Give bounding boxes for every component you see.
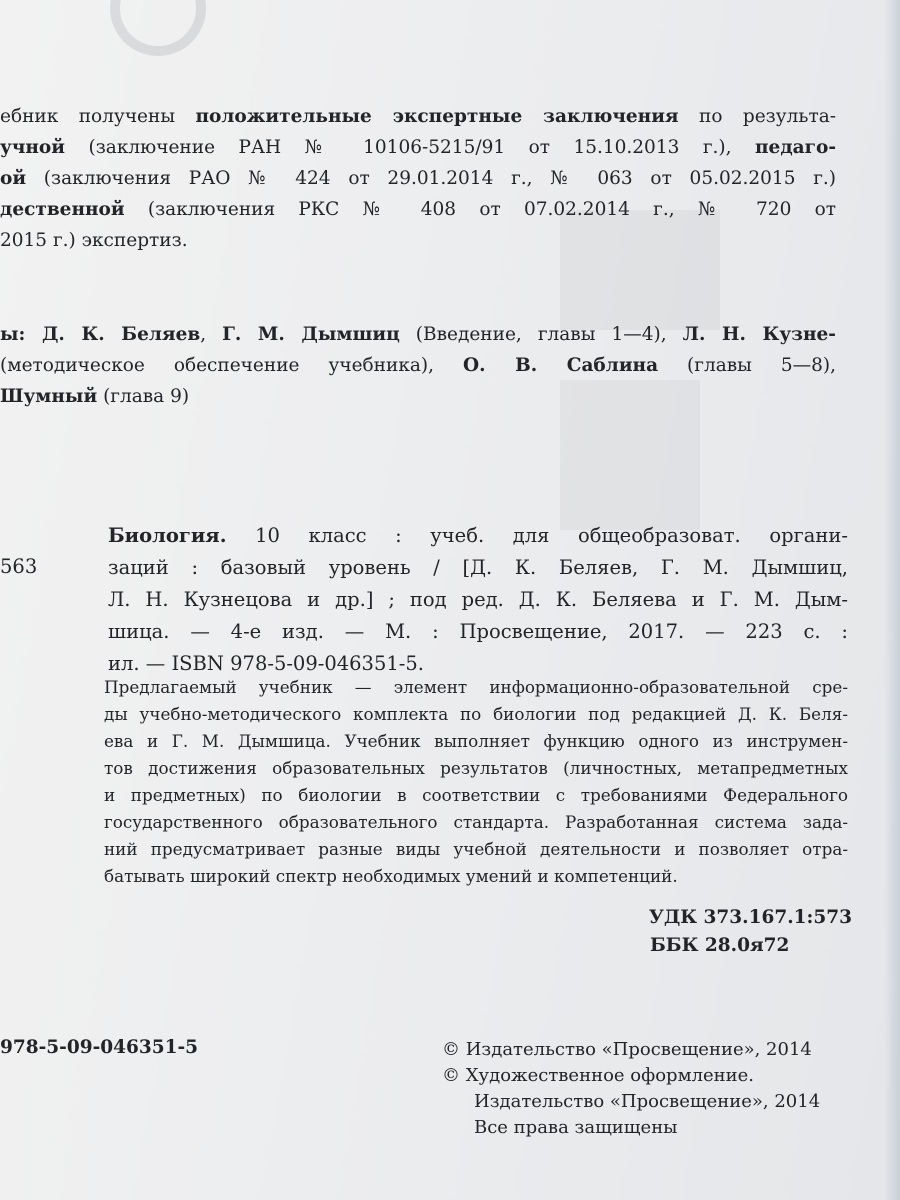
text-bold: дественной [0, 199, 125, 220]
text: (заключения РАО № 424 от 29.01.2014 г., № 063 от 05.02.2015 г.) [26, 168, 836, 189]
annotation-line: и предметных) по биологии в соответствии с требованиями Федерального [104, 785, 848, 805]
bbk-code: ББК 28.0я72 [650, 935, 790, 956]
text: 2015 г.) экспертиз. [0, 230, 188, 251]
text-bold: учной [0, 137, 65, 158]
catalog-code: 563 [0, 555, 38, 578]
text: ебник получены [0, 106, 196, 127]
book-title: Биология. [108, 524, 227, 547]
author-name: Г. М. Дымшиц [222, 324, 400, 345]
isbn-number: 978-5-09-046351-5 [0, 1037, 199, 1058]
expert-line [0, 166, 836, 192]
annotation-line: ды учебно-методического комплекта по биологии под редакцией Д. К. Беля- [104, 704, 848, 724]
author-name: Шумный [0, 386, 98, 407]
text: (заключение РАН № 10106-5215/91 от 15.10.2013 г.), [65, 137, 756, 158]
copyright-line: Издательство «Просвещение», 2014 [474, 1091, 821, 1112]
text-bold: ой [0, 168, 27, 189]
expert-line [0, 104, 836, 130]
text-bold: положительные экспертные заключения [195, 106, 679, 127]
authors-line [0, 384, 189, 410]
copyright-line: Все права защищены [474, 1117, 678, 1138]
annotation-line: тов достижения образовательных результатов (личностных, метапредметных [104, 758, 848, 778]
text: (глава 9) [97, 386, 190, 407]
bleed-through-shadow [560, 210, 720, 330]
annotation-line: государственного образовательного стандарта. Разработанная система зада- [104, 812, 848, 832]
copyright-line: © Художественное оформление. [442, 1065, 755, 1086]
bib-line: шица. — 4-е изд. — М. : Просвещение, 2017. — 223 с. : [108, 620, 848, 643]
text: 10 класс : учеб. для общеобразоват. органи- [226, 524, 848, 547]
text-bold: педаго- [755, 137, 836, 158]
annotation-line: ева и Г. М. Дымшица. Учебник выполняет функцию одного из инструмен- [104, 731, 848, 751]
expert-line [0, 135, 836, 161]
text: (главы 5—8), [658, 355, 837, 376]
text: , [200, 324, 223, 345]
bib-line: ил. — ISBN 978-5-09-046351-5. [108, 652, 424, 675]
fgos-logo-watermark [0, 0, 220, 80]
text: по результа- [678, 106, 836, 127]
authors-line [0, 322, 836, 348]
bib-line: Л. Н. Кузнецова и др.] ; под ред. Д. К. Беляева и Г. М. Дым- [108, 588, 848, 611]
author-name: Д. К. Беляев [41, 324, 201, 345]
copyright-line: © Издательство «Просвещение», 2014 [442, 1039, 812, 1060]
text: (Введение, главы 1—4), [399, 324, 683, 345]
author-name: О. В. Саблина [463, 355, 659, 376]
bleed-through-shadow [560, 380, 700, 530]
annotation-line: ний предусматривает разные виды учебной деятельности и позволяет отра- [104, 839, 848, 859]
expert-line [0, 197, 836, 223]
annotation-line: батывать широкий спектр необходимых умений и компетенций. [104, 866, 678, 886]
expert-line [0, 228, 188, 254]
text-bold: ы: [0, 324, 42, 345]
annotation-line: Предлагаемый учебник — элемент информационно-образовательной сре- [104, 677, 848, 697]
authors-line [0, 353, 836, 379]
text: (методическое обеспечение учебника), [0, 355, 463, 376]
text: (заключения РКС № 408 от 07.02.2014 г., № 720 от [124, 199, 836, 220]
bib-line [108, 522, 848, 550]
bib-line: заций : базовый уровень / [Д. К. Беляев, Г. М. Дымшиц, [108, 556, 848, 579]
udk-code: УДК 373.167.1:573 [648, 907, 852, 928]
author-name: Л. Н. Кузне- [682, 324, 836, 345]
